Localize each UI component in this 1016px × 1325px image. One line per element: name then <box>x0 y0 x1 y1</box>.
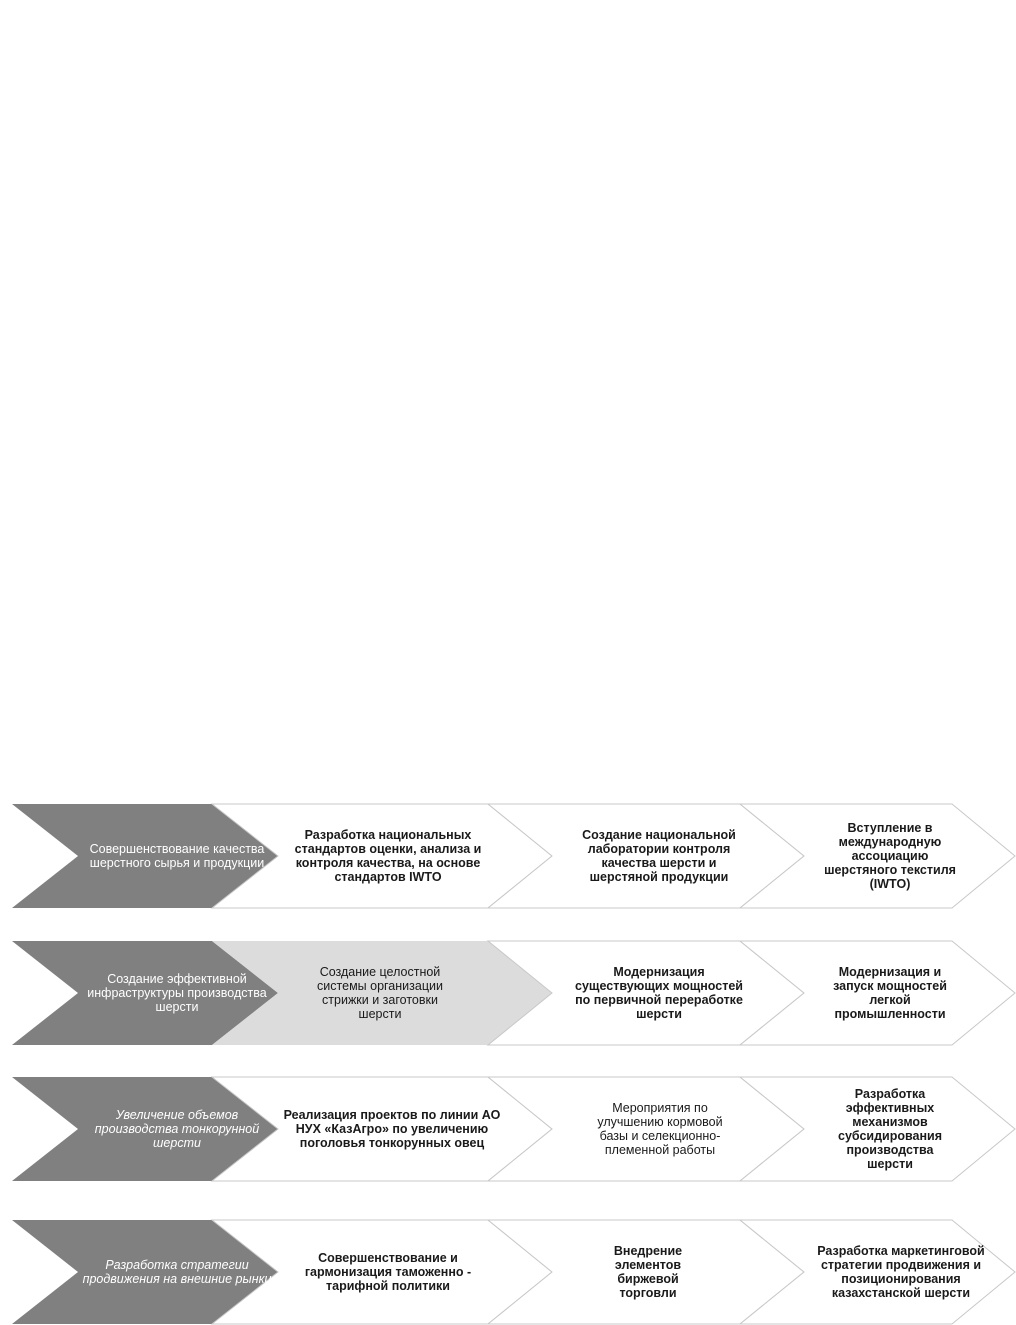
row-4-step-3-label: Разработка маркетинговой стратегии продвижения и позиционирования казахстанской шерсти <box>817 1244 985 1300</box>
row-1-head-label: Совершенствование качества шерстного сырья и продукции <box>89 842 265 870</box>
row-4-step-1-label: Совершенствование и гармонизация таможенно - тарифной политики <box>304 1251 472 1293</box>
row-3-step-1-label: Реализация проектов по линии АО НУХ «КазАгро» по увеличению поголовья тонкорунных овец <box>283 1108 501 1150</box>
row-3-step-2-label: Мероприятия по улучшению кормовой базы и селекционно-племенной работы <box>597 1101 723 1157</box>
row-2-step-3-label: Модернизация и запуск мощностей легкой промышленности <box>833 965 947 1021</box>
row-4-step-2-label: Внедрение элементов биржевой торговли <box>613 1244 683 1300</box>
process-row-2 <box>12 941 1016 1045</box>
row-1-step-2-label: Создание национальной лаборатории контроля качества шерсти и шерстяной продукции <box>582 828 736 884</box>
row-2-head-label: Создание эффективной инфраструктуры производства шерсти <box>87 972 267 1014</box>
row-4-head-label: Разработка стратегии продвижения на внешние рынки <box>82 1258 272 1286</box>
row-1-step-1-label: Разработка национальных стандартов оценки, анализа и контроля качества, на основе стандартов IWTO <box>294 828 482 884</box>
process-row-4 <box>12 1220 1016 1324</box>
row-1-step-3-label: Вступление в международную ассоциацию шерстяного текстиля (IWTO) <box>824 821 956 891</box>
row-2-step-1-label: Создание целостной системы организации стрижки и заготовки шерсти <box>317 965 443 1021</box>
process-row-3 <box>12 1077 1016 1181</box>
row-3-step-3-label: Разработка эффективных механизмов субсидирования производства шерсти <box>838 1087 942 1171</box>
row-3-head-label: Увеличение объемов производства тонкорунной шерсти <box>94 1108 260 1150</box>
row-2-step-2-label: Модернизация существующих мощностей по первичной переработке шерсти <box>575 965 743 1021</box>
process-row-1 <box>12 804 1016 908</box>
